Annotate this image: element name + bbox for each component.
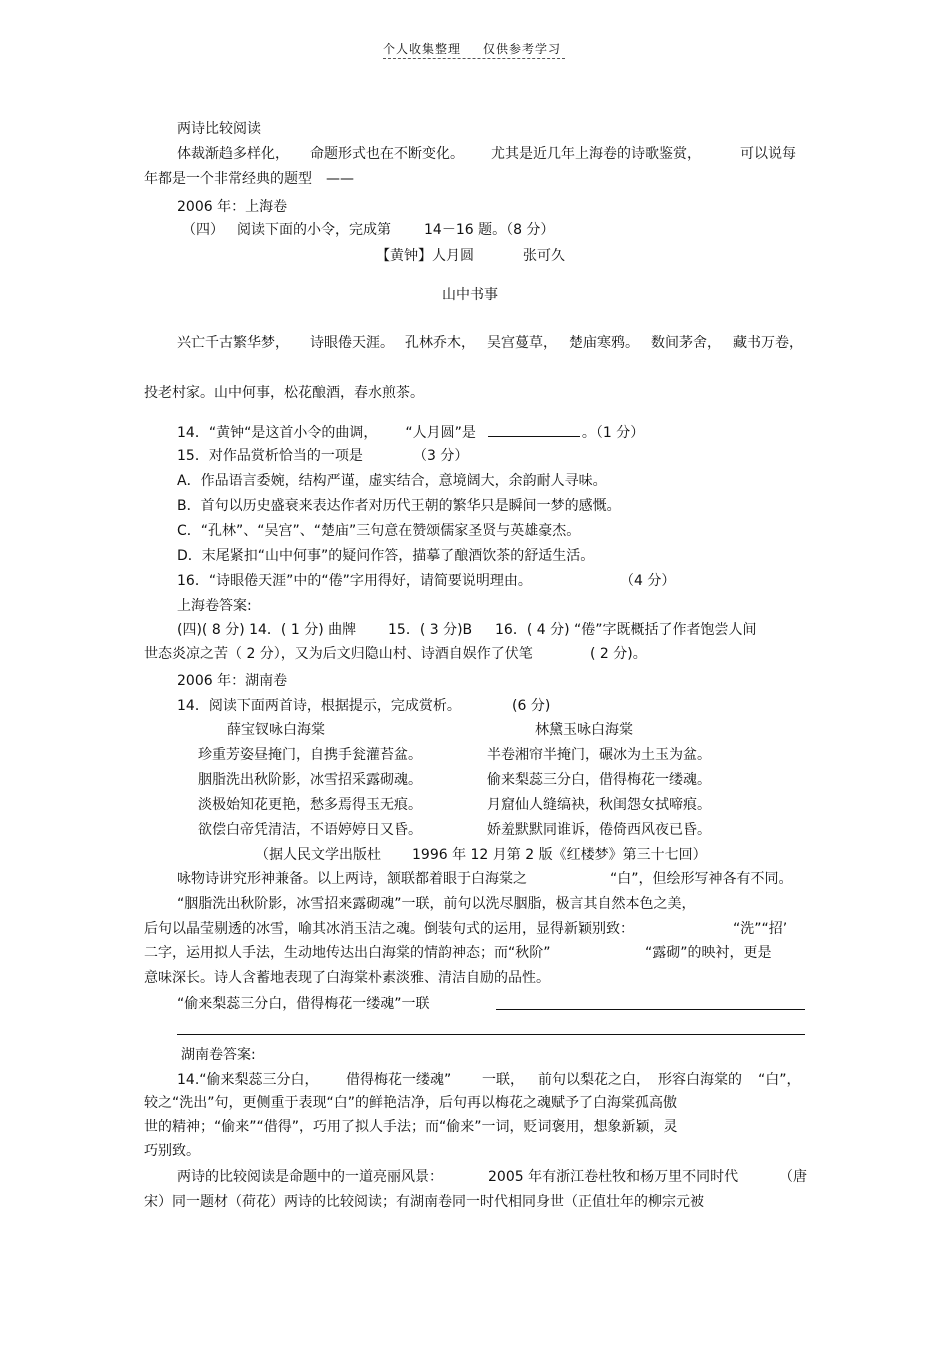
hunan-answer-seg-2: 借得梅花一缕魂”	[346, 1072, 452, 1088]
answer-line-2	[177, 1034, 805, 1035]
poem-subtitle: 山中书事	[442, 287, 498, 303]
intro-seg-1: 体裁渐趋多样化，	[177, 146, 289, 162]
poem-left-line: 胭脂洗出秋阶影，冰雪招采露砌魂。	[198, 772, 422, 788]
poem-right-line: 半卷湘帘半掩门，碾冰为土玉为盆。	[487, 747, 711, 763]
option-d: D．末尾紧扣“山中何事”的疑问作答，描摹了酿酒饮茶的舒适生活。	[177, 548, 595, 564]
option-a: A．作品语言委婉，结构严谨，虚实结合，意境阔大，余韵耐人寻味。	[177, 473, 607, 489]
analysis-seg-4: “洗”“招’	[733, 921, 788, 937]
shanghai-answer-seg-4: 世态炎凉之苦（ 2 分），又为后文归隐山村、诗酒自娱作了伏笔	[144, 646, 533, 662]
hunan-answer-seg-4: 前句以梨花之白，	[538, 1072, 650, 1088]
hunan-answer-line-4: 巧别致。	[144, 1143, 200, 1159]
q15: 15．对作品赏析恰当的一项是	[177, 448, 363, 464]
analysis-line-2: “胭脂洗出秋阶影，冰雪招来露砌魂”一联，前句以洗尽胭脂，极言其自然本色之美，	[177, 896, 696, 912]
q16: 16．“诗眼倦天涯”中的“倦”字用得好，请简要说明理由。	[177, 573, 532, 589]
poem-seg-1: 兴亡千古繁华梦，	[177, 335, 289, 351]
q14	[177, 423, 644, 442]
poem-seg-3: 孔林乔木，	[405, 335, 475, 351]
analysis-seg-3: 后句以晶莹剔透的冰雪，喻其冰消玉洁之魂。倒装句式的运用，显得新颖别致：	[144, 921, 634, 937]
hunan-answer-seg-6: “白”，	[758, 1072, 801, 1088]
hunan-answer-seg-5: 形容白海棠的	[658, 1072, 742, 1088]
analysis-seg-6: “露砌”的映衬，更是	[645, 945, 772, 961]
section-title: 两诗比较阅读	[177, 121, 261, 137]
q14-score: 。（1 分）	[581, 425, 645, 441]
hunan-answer-seg-1: 14.“偷来梨蕊三分白，	[177, 1072, 319, 1088]
q14-text: 14．“黄钟“是这首小令的曲调，	[177, 425, 378, 441]
poem-right-line: 偷来梨蕊三分白，借得梅花一缕魂。	[487, 772, 711, 788]
hunan-answer-label: 湖南卷答案:	[181, 1047, 256, 1063]
analysis-seg-1: 咏物诗讲究形神兼备。以上两诗，颔联都着眼于白海棠之	[177, 871, 527, 887]
poem-left-title: 薛宝钗咏白海棠	[227, 722, 325, 738]
hunan-q14: 14．阅读下面两首诗，根据提示，完成赏析。	[177, 698, 461, 714]
analysis-line-5: 意味深长。诗人含蓄地表现了白海棠朴素淡雅、清洁自励的品性。	[144, 970, 550, 986]
shanghai-instr-1: （四）	[182, 222, 224, 238]
source-note-1: （据人民文学出版杜	[255, 847, 381, 863]
task-prompt: “偷来梨蕊三分白，借得梅花一缕魂”一联	[177, 996, 430, 1012]
answer-line-1	[496, 1009, 805, 1010]
shanghai-answer-seg-5: ( 2 分)。	[590, 646, 647, 662]
hunan-year: 2006 年：湖南卷	[177, 673, 288, 689]
intro-seg-4: 可以说每	[740, 146, 796, 162]
shanghai-answer-seg-2: 15．( 3 分)B	[388, 622, 473, 638]
poem-right-title: 林黛玉咏白海棠	[535, 722, 633, 738]
poem-seg-5: 楚庙寒鸦。	[569, 335, 639, 351]
poem-left-line: 淡极始知花更艳，愁多焉得玉无痕。	[198, 797, 422, 813]
poem-title: 【黄钟】人月圆	[376, 248, 474, 264]
hunan-answer-line-2: 较之“洗出”句，更侧重于表现“白”的鲜艳洁净，后句再以梅花之魂赋予了白海棠孤高傲	[144, 1095, 678, 1111]
poem-right-line: 娇羞默默同谁诉，倦倚西风夜已昏。	[487, 822, 711, 838]
option-c: C．“孔林”、“吴宫”、“楚庙”三句意在赞颂儒家圣贤与英雄豪杰。	[177, 523, 581, 539]
shanghai-year: 2006 年：上海卷	[177, 199, 288, 215]
closing-line-2: 宋）同一题材（荷花）两诗的比较阅读；有湖南卷同一时代相同身世（正值壮年的柳宗元被	[144, 1194, 704, 1210]
poem-seg-7: 藏书万卷，	[733, 335, 803, 351]
poem-seg-6: 数间茅舍，	[651, 335, 721, 351]
poem-line-2: 投老村家。山中何事，松花酿酒，春水煎茶。	[144, 385, 424, 401]
closing-seg-3: （唐	[779, 1169, 807, 1185]
q16-score: （4 分）	[620, 573, 676, 589]
shanghai-answer-seg-1: (四)( 8 分) 14．( 1 分) 曲牌	[177, 622, 357, 638]
hunan-answer-seg-3: 一联，	[482, 1072, 524, 1088]
q14-text-2: “人月圆”是	[405, 425, 476, 441]
poem-seg-2: 诗眼倦天涯。	[310, 335, 394, 351]
shanghai-instr-3: 14－16 题。（8 分）	[424, 222, 555, 238]
intro-seg-2: 命题形式也在不断变化。	[310, 146, 464, 162]
source-note-2: 1996 年 12 月第 2 版《红楼梦》第三十七回）	[412, 847, 707, 863]
poem-right-line: 月窟仙人缝缟袂，秋闺怨女拭啼痕。	[487, 797, 711, 813]
q14-answer-blank	[488, 423, 580, 437]
intro-line-2: 年都是一个非常经典的题型 ——	[144, 171, 354, 187]
closing-seg-2: 2005 年有浙江卷杜牧和杨万里不同时代	[488, 1169, 739, 1185]
header-left: 个人收集整理	[383, 42, 462, 56]
hunan-q14-score: (6 分)	[512, 698, 551, 714]
poem-left-line: 欲偿白帝凭清洁，不语婷婷日又昏。	[198, 822, 422, 838]
shanghai-instr-2: 阅读下面的小令，完成第	[237, 222, 391, 238]
shanghai-answer-seg-3: 16．( 4 分) “倦”字既概括了作者饱尝人间	[495, 622, 757, 638]
analysis-seg-5: 二字，运用拟人手法，生动地传达出白海棠的情韵神态；而“秋阶”	[144, 945, 551, 961]
analysis-seg-2: “白”，但绘形写神各有不同。	[610, 871, 793, 887]
header-right: 仅供参考学习	[483, 42, 562, 56]
hunan-answer-line-3: 世的精神；“偷来”“借得”，巧用了拟人手法；而“偷来”一词，贬词褒用，想象新颖，灵	[144, 1119, 678, 1135]
q15-score: （3 分）	[413, 448, 469, 464]
poem-left-line: 珍重芳姿昼掩门，自携手瓮灌苔盆。	[198, 747, 422, 763]
closing-seg-1: 两诗的比较阅读是命题中的一道亮丽风景：	[177, 1169, 443, 1185]
option-b: B．首句以历史盛衰来表达作者对历代王朝的繁华只是瞬间一梦的感慨。	[177, 498, 621, 514]
poem-seg-4: 吴宫蔓草，	[487, 335, 557, 351]
shanghai-answer-label: 上海卷答案:	[177, 598, 252, 614]
poem-author: 张可久	[523, 248, 565, 264]
header-divider	[383, 58, 565, 59]
intro-seg-3: 尤其是近几年上海卷的诗歌鉴赏，	[491, 146, 701, 162]
